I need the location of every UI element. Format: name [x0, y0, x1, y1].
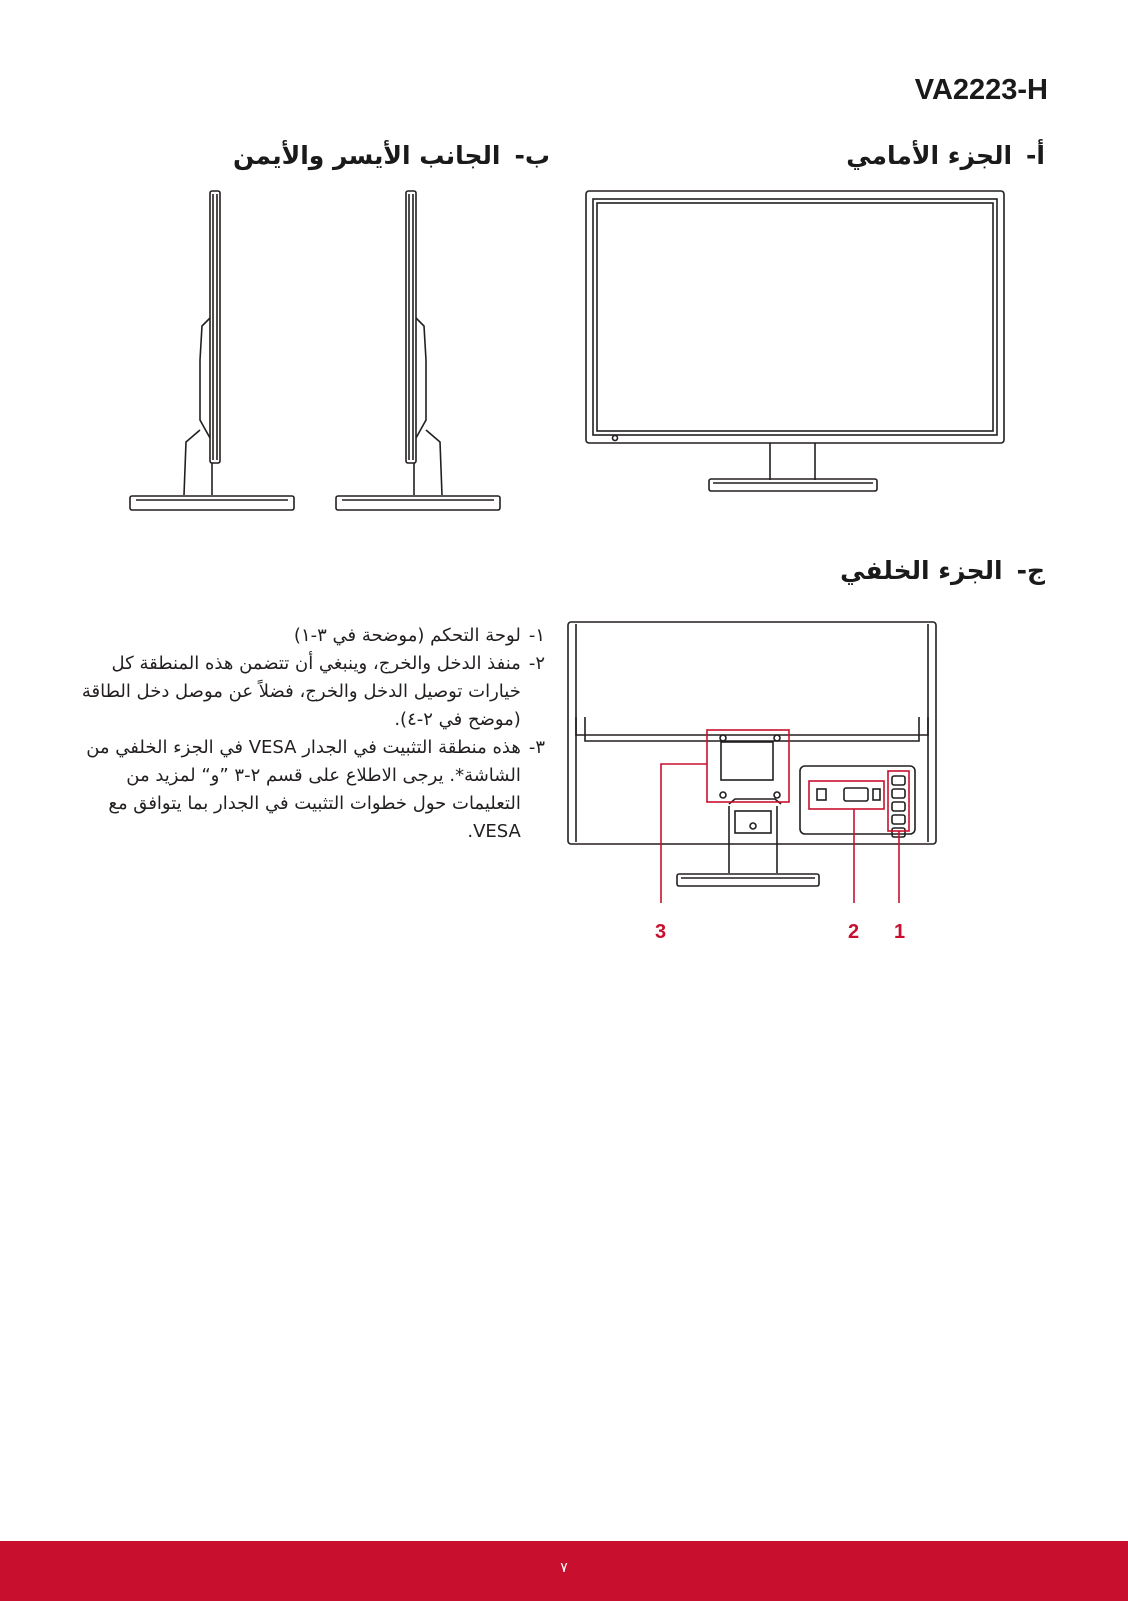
callout-label-2: 2 [848, 921, 860, 943]
item-text: لوحة التحكم (موضحة في ٣-١) [293, 625, 521, 646]
monitor-front-illustration [585, 190, 1007, 496]
section-heading-rear [840, 556, 1045, 585]
footer-bar [0, 1541, 1128, 1601]
monitor-rear-illustration [567, 621, 939, 915]
model-title: VA2223-H [914, 74, 1048, 106]
list-item [75, 734, 545, 846]
section-title: الجانب الأيسر والأيمن [232, 141, 501, 170]
monitor-left-side-illustration [128, 190, 298, 520]
item-number: ٢- [528, 653, 545, 674]
item-number: ٣- [528, 737, 545, 758]
section-heading-front [846, 141, 1045, 170]
monitor-right-side-illustration [334, 190, 504, 520]
item-text: منفذ الدخل والخرج، وينبغي أن تتضمن هذه المنطقة كل خيارات توصيل الدخل والخرج، فضلاً عن موصل دخل الطاقة (موضح في ٢-٤). [81, 653, 521, 730]
callout-label-1: 1 [894, 921, 906, 943]
item-number: ١- [528, 625, 545, 646]
section-title: الجزء الأمامي [846, 141, 1013, 170]
page-number: ٧ [560, 1560, 568, 1576]
rear-parts-list [75, 622, 545, 846]
list-item [75, 622, 545, 650]
section-number: ب- [514, 141, 550, 170]
section-heading-sides [233, 141, 550, 170]
section-number: أ- [1026, 141, 1045, 170]
section-number: ج- [1016, 556, 1045, 585]
section-title: الجزء الخلفي [840, 556, 1003, 585]
list-item [75, 650, 545, 734]
callout-label-3: 3 [655, 921, 667, 943]
item-text: هذه منطقة التثبيت في الجدار VESA في الجزء الخلفي من الشاشة*. يرجى الاطلاع على قسم ٢-٣ ”و“ لمزيد من التعليمات حول خطوات التثبيت في الجدار بما يتوافق مع VESA. [86, 737, 521, 842]
